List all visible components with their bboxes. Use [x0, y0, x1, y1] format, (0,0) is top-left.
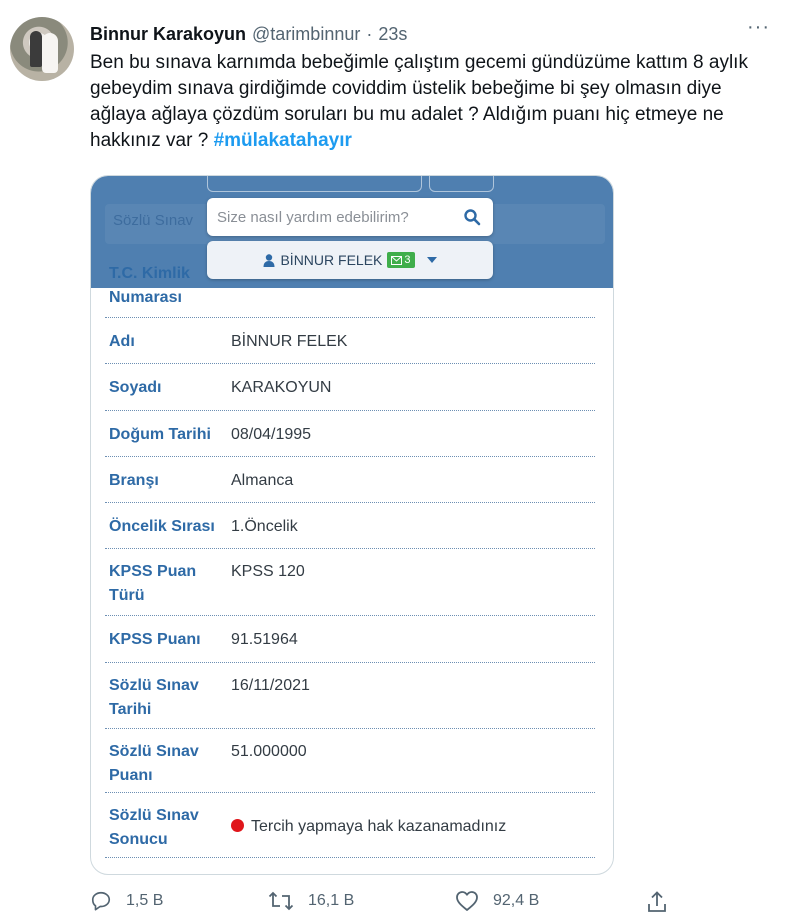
- row-label: Doğum Tarihi: [109, 426, 211, 443]
- table-row: [105, 549, 595, 616]
- search-input[interactable]: [217, 209, 447, 226]
- user-icon: [263, 254, 275, 267]
- attached-image[interactable]: [90, 175, 614, 875]
- message-badge[interactable]: [387, 252, 414, 268]
- row-value: 91.51964: [231, 631, 298, 648]
- reply-icon: [90, 890, 112, 912]
- row-label: KPSS Puan Türü: [109, 563, 197, 604]
- table-row: [105, 411, 595, 457]
- retweet-icon: [268, 890, 294, 912]
- row-label: Soyadı: [109, 379, 162, 396]
- table-row: [105, 663, 595, 729]
- row-label: Adı: [109, 333, 135, 350]
- tweet-header: [90, 16, 786, 48]
- more-options-icon[interactable]: ···: [747, 16, 770, 38]
- search-icon[interactable]: [463, 208, 481, 226]
- retweet-count: 16,1 B: [308, 892, 355, 909]
- row-label: Sözlü Sınav Tarihi: [109, 677, 199, 718]
- row-value: KPSS 120: [231, 563, 305, 580]
- retweet-button[interactable]: [268, 890, 354, 912]
- table-row: [105, 616, 595, 663]
- avatar[interactable]: [10, 17, 74, 81]
- row-value: BİNNUR FELEK: [231, 333, 348, 350]
- table-row: [105, 457, 595, 503]
- like-count: 92,4 B: [493, 892, 540, 909]
- hashtag-link[interactable]: #mülakatahayır: [213, 130, 352, 151]
- separator: ·: [366, 23, 373, 44]
- row-value: 16/11/2021: [231, 677, 310, 694]
- reply-button[interactable]: [90, 890, 163, 912]
- row-label: KPSS Puanı: [109, 631, 201, 648]
- like-button[interactable]: [455, 890, 539, 912]
- heart-icon: [455, 890, 479, 912]
- envelope-icon: [391, 256, 402, 265]
- header-button: [429, 175, 494, 192]
- reply-count: 1,5 B: [126, 892, 164, 909]
- avatar-figure: [30, 31, 42, 67]
- tweet-actions: [90, 890, 780, 918]
- status-text: Tercih yapmaya hak kazanamadınız: [251, 818, 507, 835]
- search-box[interactable]: [207, 198, 493, 236]
- row-value: 08/04/1995: [231, 426, 312, 443]
- chevron-down-icon[interactable]: [427, 257, 437, 263]
- table-row: [105, 503, 595, 549]
- row-label: Sözlü Sınav Puanı: [109, 743, 199, 784]
- table-row: [105, 318, 595, 364]
- row-value: 51.000000: [231, 743, 307, 760]
- badge-count: 3: [404, 254, 411, 266]
- row-value: [231, 815, 506, 839]
- table-row: [105, 265, 595, 318]
- row-label: T.C. Kimlik Numarası: [109, 265, 190, 306]
- row-label: Öncelik Sırası: [109, 518, 215, 535]
- background-label: Sözlü Sınav: [113, 212, 194, 229]
- user-name: BİNNUR FELEK: [280, 252, 383, 268]
- row-value: 1.Öncelik: [231, 518, 298, 535]
- share-button[interactable]: [646, 890, 682, 914]
- tweet-text: [90, 50, 780, 154]
- avatar-figure: [42, 33, 58, 73]
- header-button: [207, 175, 422, 192]
- author-name[interactable]: Binnur Karakoyun: [90, 23, 247, 44]
- row-value: KARAKOYUN: [231, 379, 332, 396]
- row-label: Sözlü Sınav Sonucu: [109, 807, 199, 848]
- info-table: [105, 265, 595, 858]
- row-label: Branşı: [109, 472, 159, 489]
- table-row: [105, 364, 595, 411]
- table-row: [105, 729, 595, 793]
- tweet-time[interactable]: 23s: [378, 23, 408, 44]
- row-value: Almanca: [231, 472, 294, 489]
- table-row: [105, 793, 595, 858]
- share-icon: [646, 890, 668, 914]
- author-handle[interactable]: @tarimbinnur: [252, 23, 361, 44]
- status-dot-icon: [231, 819, 244, 832]
- tweet-body: Ben bu sınava karnımda bebeğimle çalıştım gecemi gündüzüme kattım 8 aylık gebeydim sınava girdiğimde coviddim üstelik bebeğime bi şey olmasın diye ağlaya ağlaya çözdüm soruları bu mu adalet ? Aldığım puanı hiç etmeye ne hakkınız var ?: [90, 52, 748, 151]
